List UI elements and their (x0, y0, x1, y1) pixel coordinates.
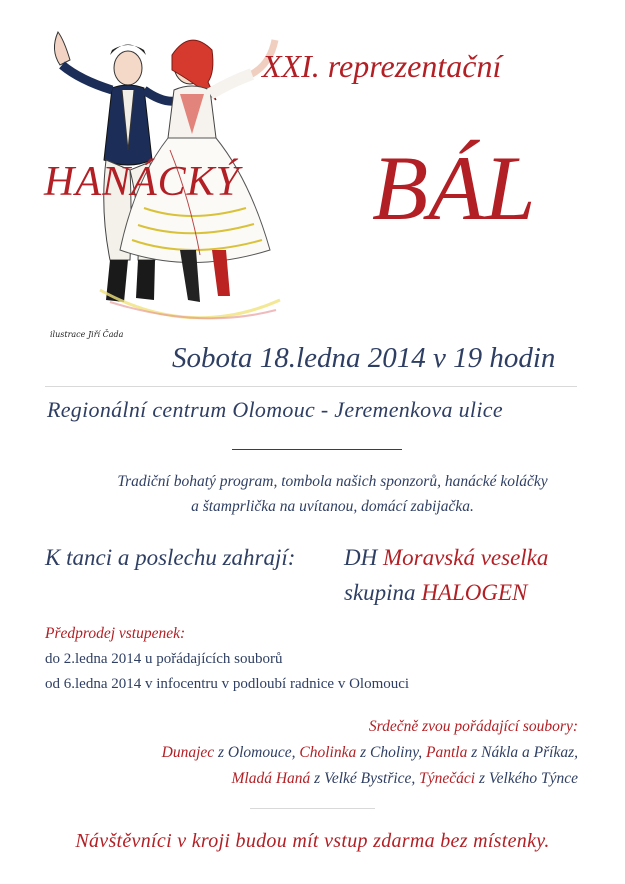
organizers-title: Srdečně zvou pořádající soubory: (368, 718, 578, 735)
presale-title: Předprodej vstupenek: (45, 625, 186, 642)
group-origin: z Choliny, (356, 744, 426, 761)
divider (250, 808, 375, 809)
group-origin: z Nákla a Příkaz, (467, 744, 578, 761)
divider (45, 386, 577, 387)
band-name: HALOGEN (421, 580, 528, 605)
title-word-hanacky: HANÁCKÝ (44, 159, 241, 205)
program-line: a štamprlička na uvítanou, domácí zabijačka. (191, 498, 474, 515)
event-venue: Regionální centrum Olomouc - Jeremenkova ulice (47, 397, 503, 422)
group-origin: z Velké Bystřice, (310, 770, 420, 787)
presale-line: do 2.ledna 2014 u pořádajících souborů (45, 651, 283, 667)
illustration-credit: ilustrace Jiří Čada (50, 330, 124, 339)
event-date: Sobota 18.ledna 2014 v 19 hodin (172, 342, 556, 374)
edition-heading: XXI. reprezentační (262, 48, 502, 84)
group-origin: z Olomouce, (214, 744, 300, 761)
band-entry (344, 580, 527, 606)
program-line: Tradiční bohatý program, tombola našich sponzorů, hanácké koláčky (117, 473, 548, 490)
organizers-line (162, 744, 578, 762)
organizers-line (231, 770, 578, 788)
band-prefix: skupina (344, 580, 422, 605)
divider (232, 449, 402, 450)
group-name: Cholinka (299, 744, 357, 761)
group-origin: z Velkého Týnce (475, 770, 578, 787)
footer-note: Návštěvníci v kroji budou mít vstup zdarma bez místenky. (75, 830, 550, 852)
band-prefix: DH (344, 545, 383, 570)
group-name: Pantla (426, 744, 468, 761)
group-name: Týnečáci (419, 770, 476, 787)
music-label: K tanci a poslechu zahrají: (45, 545, 296, 570)
group-name: Dunajec (161, 744, 215, 761)
band-name: Moravská veselka (382, 545, 549, 570)
title-word-bal: BÁL (372, 137, 536, 239)
band-entry (344, 545, 548, 571)
group-name: Mladá Haná (231, 770, 311, 787)
presale-line: od 6.ledna 2014 v infocentru v podloubí radnice v Olomouci (45, 676, 410, 692)
